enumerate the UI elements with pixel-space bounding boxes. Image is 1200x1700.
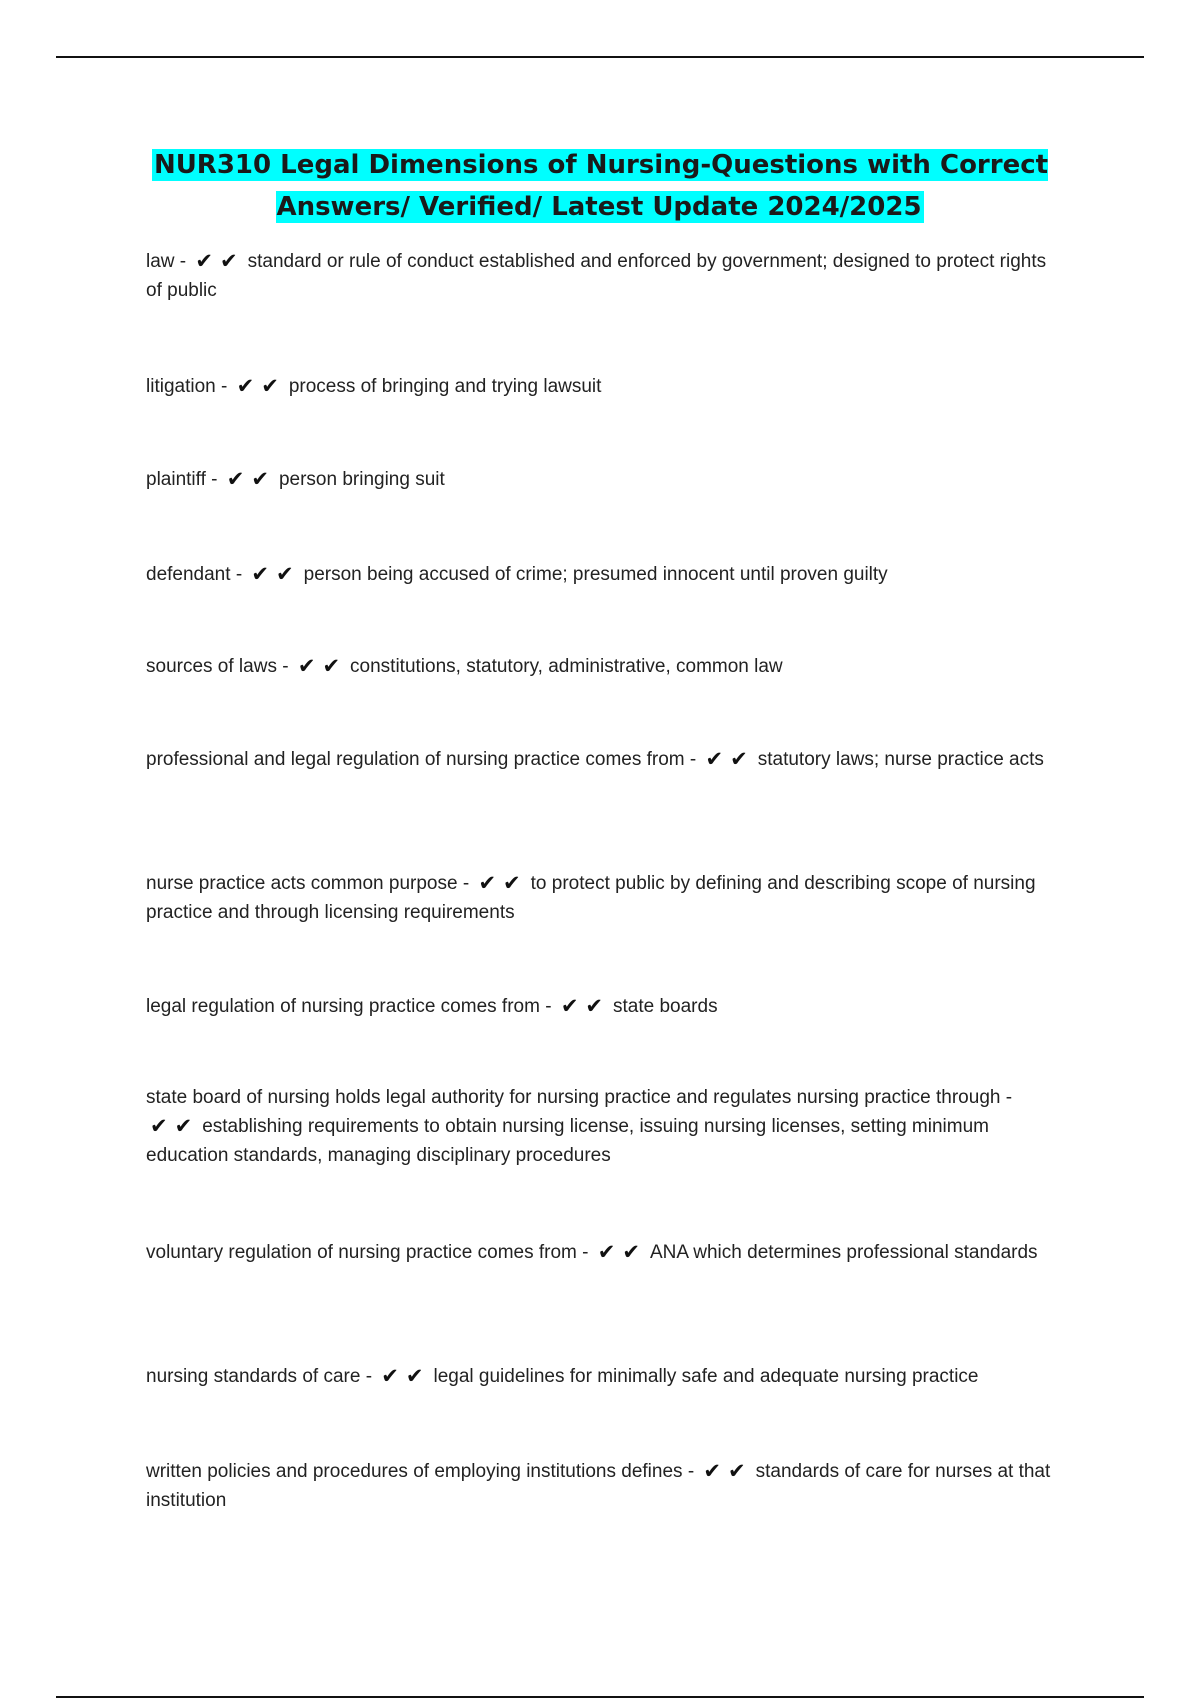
qa-item (146, 745, 1061, 774)
separator: - (179, 251, 187, 272)
qa-term: state board of nursing holds legal authority for nursing practice and regulates nursing practice through (146, 1087, 1001, 1108)
qa-item (146, 560, 1061, 589)
qa-item (146, 1083, 1061, 1170)
qa-definition: process of bringing and trying lawsuit (288, 376, 602, 397)
qa-item (146, 465, 1061, 494)
separator: - (689, 749, 697, 770)
double-check-icon: ✔✔ (560, 994, 611, 1018)
separator: - (211, 469, 218, 490)
double-check-icon: ✔✔ (297, 654, 348, 678)
qa-term: defendant (146, 564, 231, 585)
qa-definition: establishing requirements to obtain nursing license, issuing nursing licenses, setting minimum education standards, managing disciplinary procedures (146, 1116, 989, 1166)
qa-definition: ANA which determines professional standards (649, 1242, 1038, 1263)
qa-definition: standards of care for nurses at that institution (146, 1461, 1051, 1511)
double-check-icon: ✔✔ (226, 467, 276, 491)
top-divider (56, 56, 1144, 58)
qa-definition: person bringing suit (278, 469, 445, 490)
qa-item (146, 247, 1061, 305)
qa-definition: person being accused of crime; presumed innocent until proven guilty (303, 564, 888, 585)
qa-item (146, 1238, 1061, 1267)
qa-term: written policies and procedures of employing institutions defines (146, 1461, 683, 1482)
qa-term: voluntary regulation of nursing practice comes from (146, 1242, 577, 1263)
separator: - (365, 1366, 373, 1387)
qa-term: legal regulation of nursing practice comes from (146, 996, 540, 1017)
double-check-icon: ✔✔ (705, 747, 755, 771)
qa-definition: legal guidelines for minimally safe and adequate nursing practice (433, 1366, 979, 1387)
qa-term: law (146, 251, 175, 272)
double-check-icon: ✔✔ (150, 1114, 200, 1138)
qa-term: nursing standards of care (146, 1366, 361, 1387)
qa-item (146, 372, 1061, 401)
separator: - (282, 656, 289, 677)
double-check-icon: ✔✔ (381, 1364, 431, 1388)
separator: - (545, 996, 552, 1017)
qa-item (146, 1457, 1061, 1515)
double-check-icon: ✔✔ (703, 1459, 753, 1483)
title-highlight: NUR310 Legal Dimensions of Nursing-Questions with Correct Answers/ Verified/ Latest Update 2024/2025 (153, 150, 1049, 222)
bottom-divider (56, 1696, 1144, 1698)
qa-definition: state boards (613, 996, 718, 1017)
qa-item (146, 992, 1061, 1021)
qa-definition: statutory laws; nurse practice acts (757, 749, 1044, 770)
separator: - (235, 564, 243, 585)
qa-definition: to protect public by defining and describing scope of nursing practice and through licensing requirements (146, 873, 1036, 923)
qa-term: nurse practice acts common purpose (146, 873, 458, 894)
double-check-icon: ✔✔ (478, 871, 528, 895)
double-check-icon: ✔✔ (597, 1240, 647, 1264)
qa-definition: standard or rule of conduct established and enforced by government; designed to protect rights of public (146, 251, 1047, 301)
double-check-icon: ✔✔ (236, 374, 286, 398)
separator: - (462, 873, 470, 894)
qa-term: plaintiff (146, 469, 206, 490)
double-check-icon: ✔✔ (195, 249, 245, 273)
qa-definition: constitutions, statutory, administrative, common law (350, 656, 783, 677)
qa-term: litigation (146, 376, 216, 397)
separator: - (1005, 1087, 1013, 1108)
document-title (120, 144, 1080, 228)
separator: - (582, 1242, 589, 1263)
qa-item (146, 1362, 1061, 1391)
qa-item (146, 869, 1061, 927)
separator: - (221, 376, 228, 397)
qa-term: sources of laws (146, 656, 277, 677)
qa-term: professional and legal regulation of nursing practice comes from (146, 749, 685, 770)
double-check-icon: ✔✔ (251, 562, 301, 586)
qa-item (146, 652, 1061, 681)
separator: - (687, 1461, 695, 1482)
